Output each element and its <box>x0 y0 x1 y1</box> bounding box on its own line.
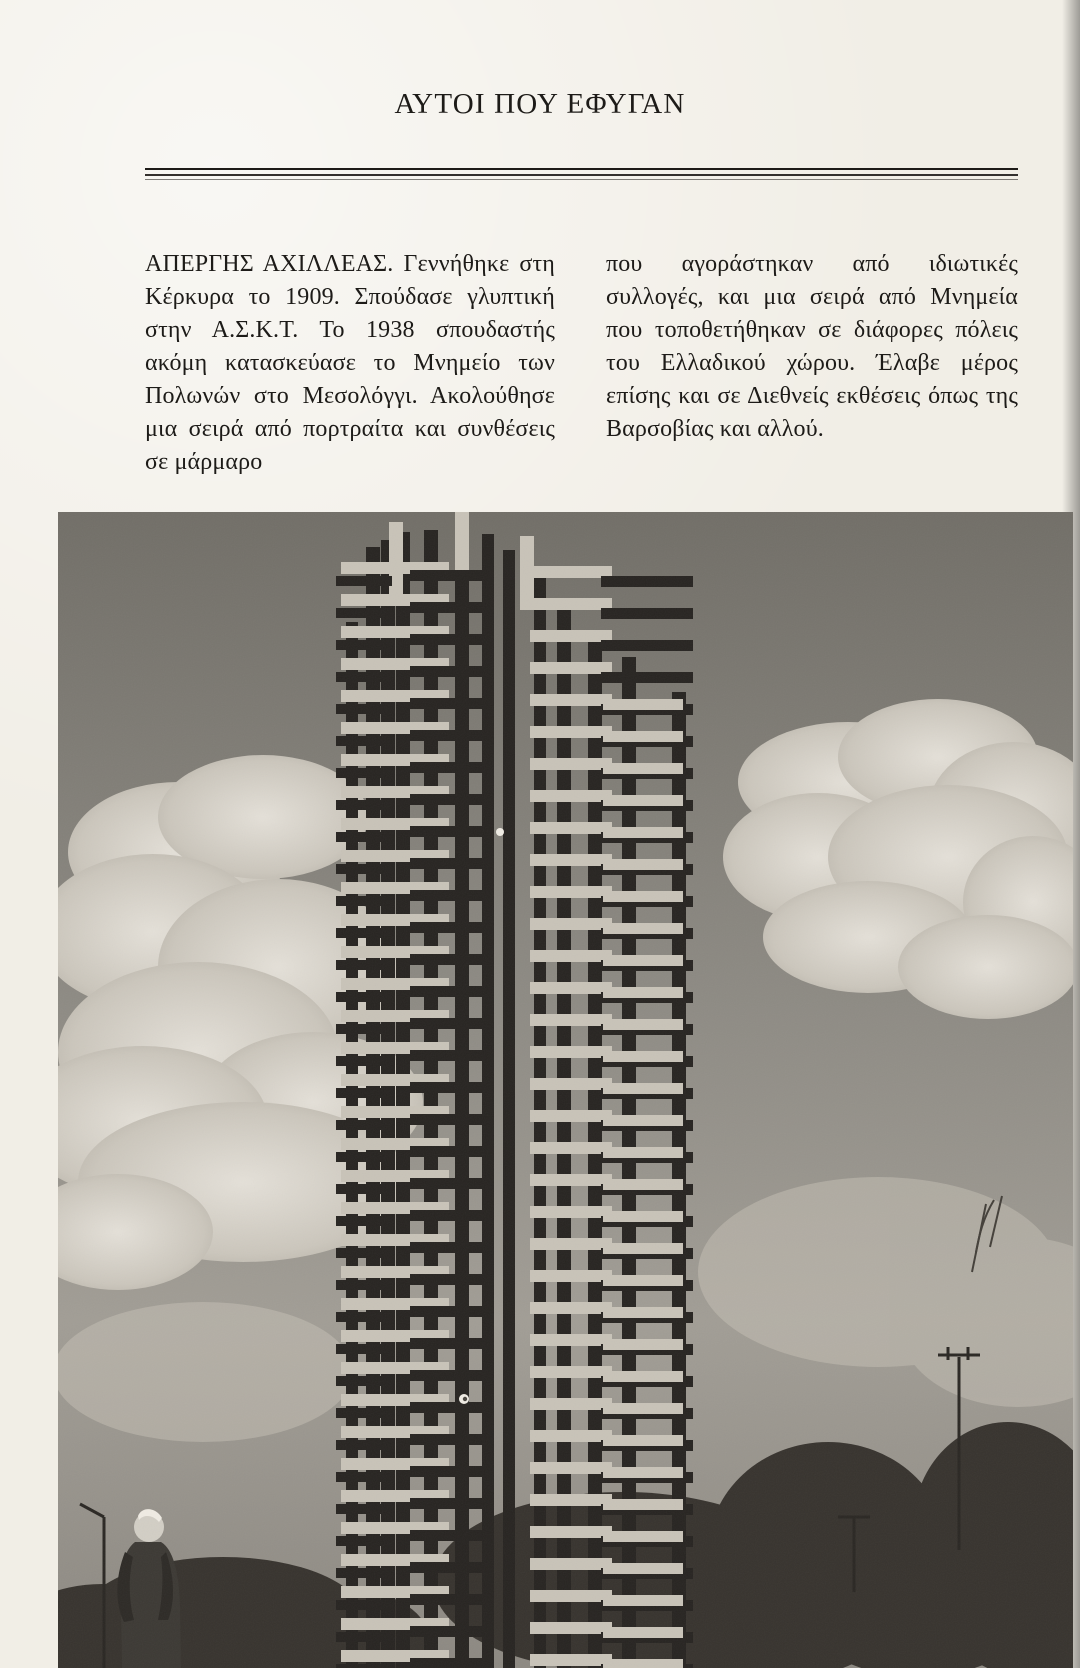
header-rule-middle <box>145 174 1018 176</box>
film-grain <box>58 512 1073 1668</box>
sculpture-photo-svg <box>58 512 1073 1668</box>
header-divider <box>145 168 1018 182</box>
page-title: ΑΥΤΟΙ ΠΟΥ ΕΦΥΓΑΝ <box>394 88 686 120</box>
header-rule-bottom <box>145 179 1018 180</box>
sculpture-photo <box>58 512 1073 1668</box>
article-left-column: ΑΠΕΡΓΗΣ ΑΧΙΛΛΕΑΣ. Γεννήθηκε στη Κέρκυρα το 1909. Σπούδασε γλυπτική στην Α.Σ.Κ.Τ. Το 1938 σπουδαστής ακόμη κατασκεύασε το Μνημείο των Πολωνών στο Μεσολόγγι. Ακολούθησε μια σειρά από πορτραίτα και συνθέσεις σε μάρμαρο <box>145 251 555 475</box>
header-rule-top <box>145 168 1018 170</box>
article-right-column: που αγοράστηκαν από ιδιωτικές συλλογές, και μια σειρά από Μνημεία που τοποθετήθηκαν σε διάφορες πόλεις του Ελλαδικού χώρου. Έλαβε μέρος επίσης και σε Διεθνείς εκθέσεις όπως της Βαρσοβίας και αλλού. <box>606 251 1018 442</box>
